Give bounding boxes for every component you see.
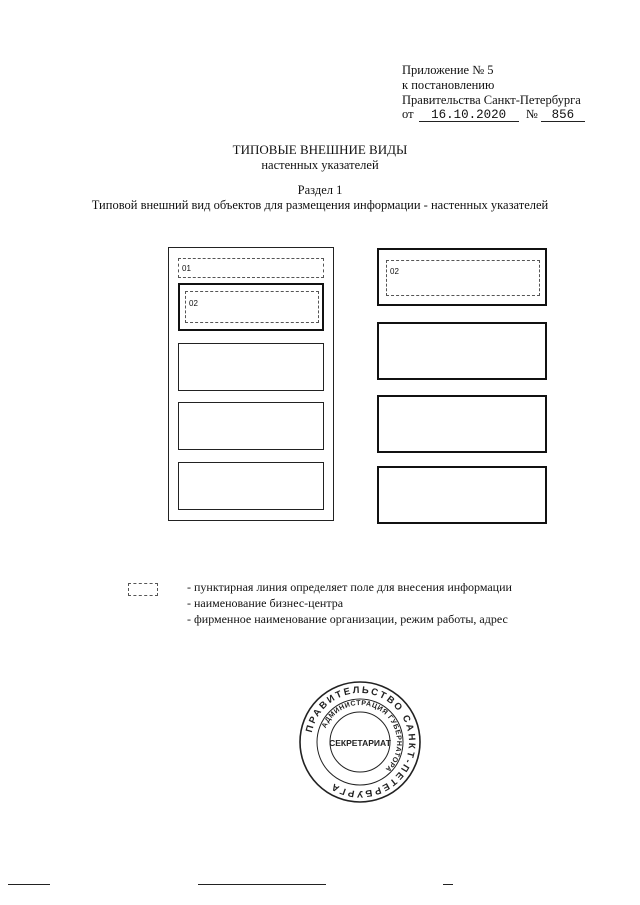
section-label: Раздел 1: [297, 183, 343, 197]
field-02-label-right: 02: [390, 267, 399, 276]
date-prefix: от: [402, 107, 414, 121]
document-title: ТИПОВЫЕ ВНЕШНИЕ ВИДЫ: [232, 142, 408, 157]
number-prefix: №: [525, 107, 538, 121]
bottom-rule-right: [443, 884, 453, 885]
field-02-area-right: [386, 260, 540, 296]
field-02-area: [185, 291, 319, 323]
bottom-rule-center: [198, 884, 326, 885]
panel-company-1: [178, 283, 324, 331]
legend-item-business-center: - наименование бизнес-центра: [187, 596, 344, 610]
legend-item-company: - фирменное наименование организации, режим работы, адрес: [187, 612, 508, 626]
panel-company-2: [178, 343, 324, 391]
wall-sign-left: [168, 247, 334, 521]
seal-ring-text: ПРАВИТЕЛЬСТВО САНКТ-ПЕТЕРБУРГА: [303, 684, 418, 800]
plate-right-3: [377, 395, 547, 453]
number-value: 856: [541, 109, 585, 122]
date-value: 16.10.2020: [419, 109, 519, 122]
plate-right-1: [377, 248, 547, 306]
seal-center-text: СЕКРЕТАРИАТ: [329, 738, 391, 748]
seal-inner-text: АДМИНИСТРАЦИЯ ГУБЕРНАТОРА: [320, 699, 403, 773]
appendix-reference: к постановлению: [402, 78, 495, 92]
panel-company-4: [178, 462, 324, 510]
appendix-date-line: [402, 107, 585, 122]
appendix-number: Приложение № 5: [402, 63, 494, 77]
panel-company-3: [178, 402, 324, 450]
bottom-rule-left: [8, 884, 50, 885]
plate-right-2: [377, 322, 547, 380]
field-01-label: 01: [182, 264, 191, 273]
plate-right-4: [377, 466, 547, 524]
legend-dashed-sample: [128, 583, 158, 596]
legend-item-dashed: - пунктирная линия определяет поле для внесения информации: [187, 580, 512, 594]
section-heading: Типовой внешний вид объектов для размещения информации - настенных указателей: [91, 198, 549, 212]
field-01-area: [178, 258, 324, 278]
field-02-label: 02: [189, 299, 198, 308]
document-subtitle: настенных указателей: [261, 158, 379, 172]
official-seal-stamp: [298, 680, 422, 804]
appendix-authority: Правительства Санкт-Петербурга: [402, 93, 581, 107]
